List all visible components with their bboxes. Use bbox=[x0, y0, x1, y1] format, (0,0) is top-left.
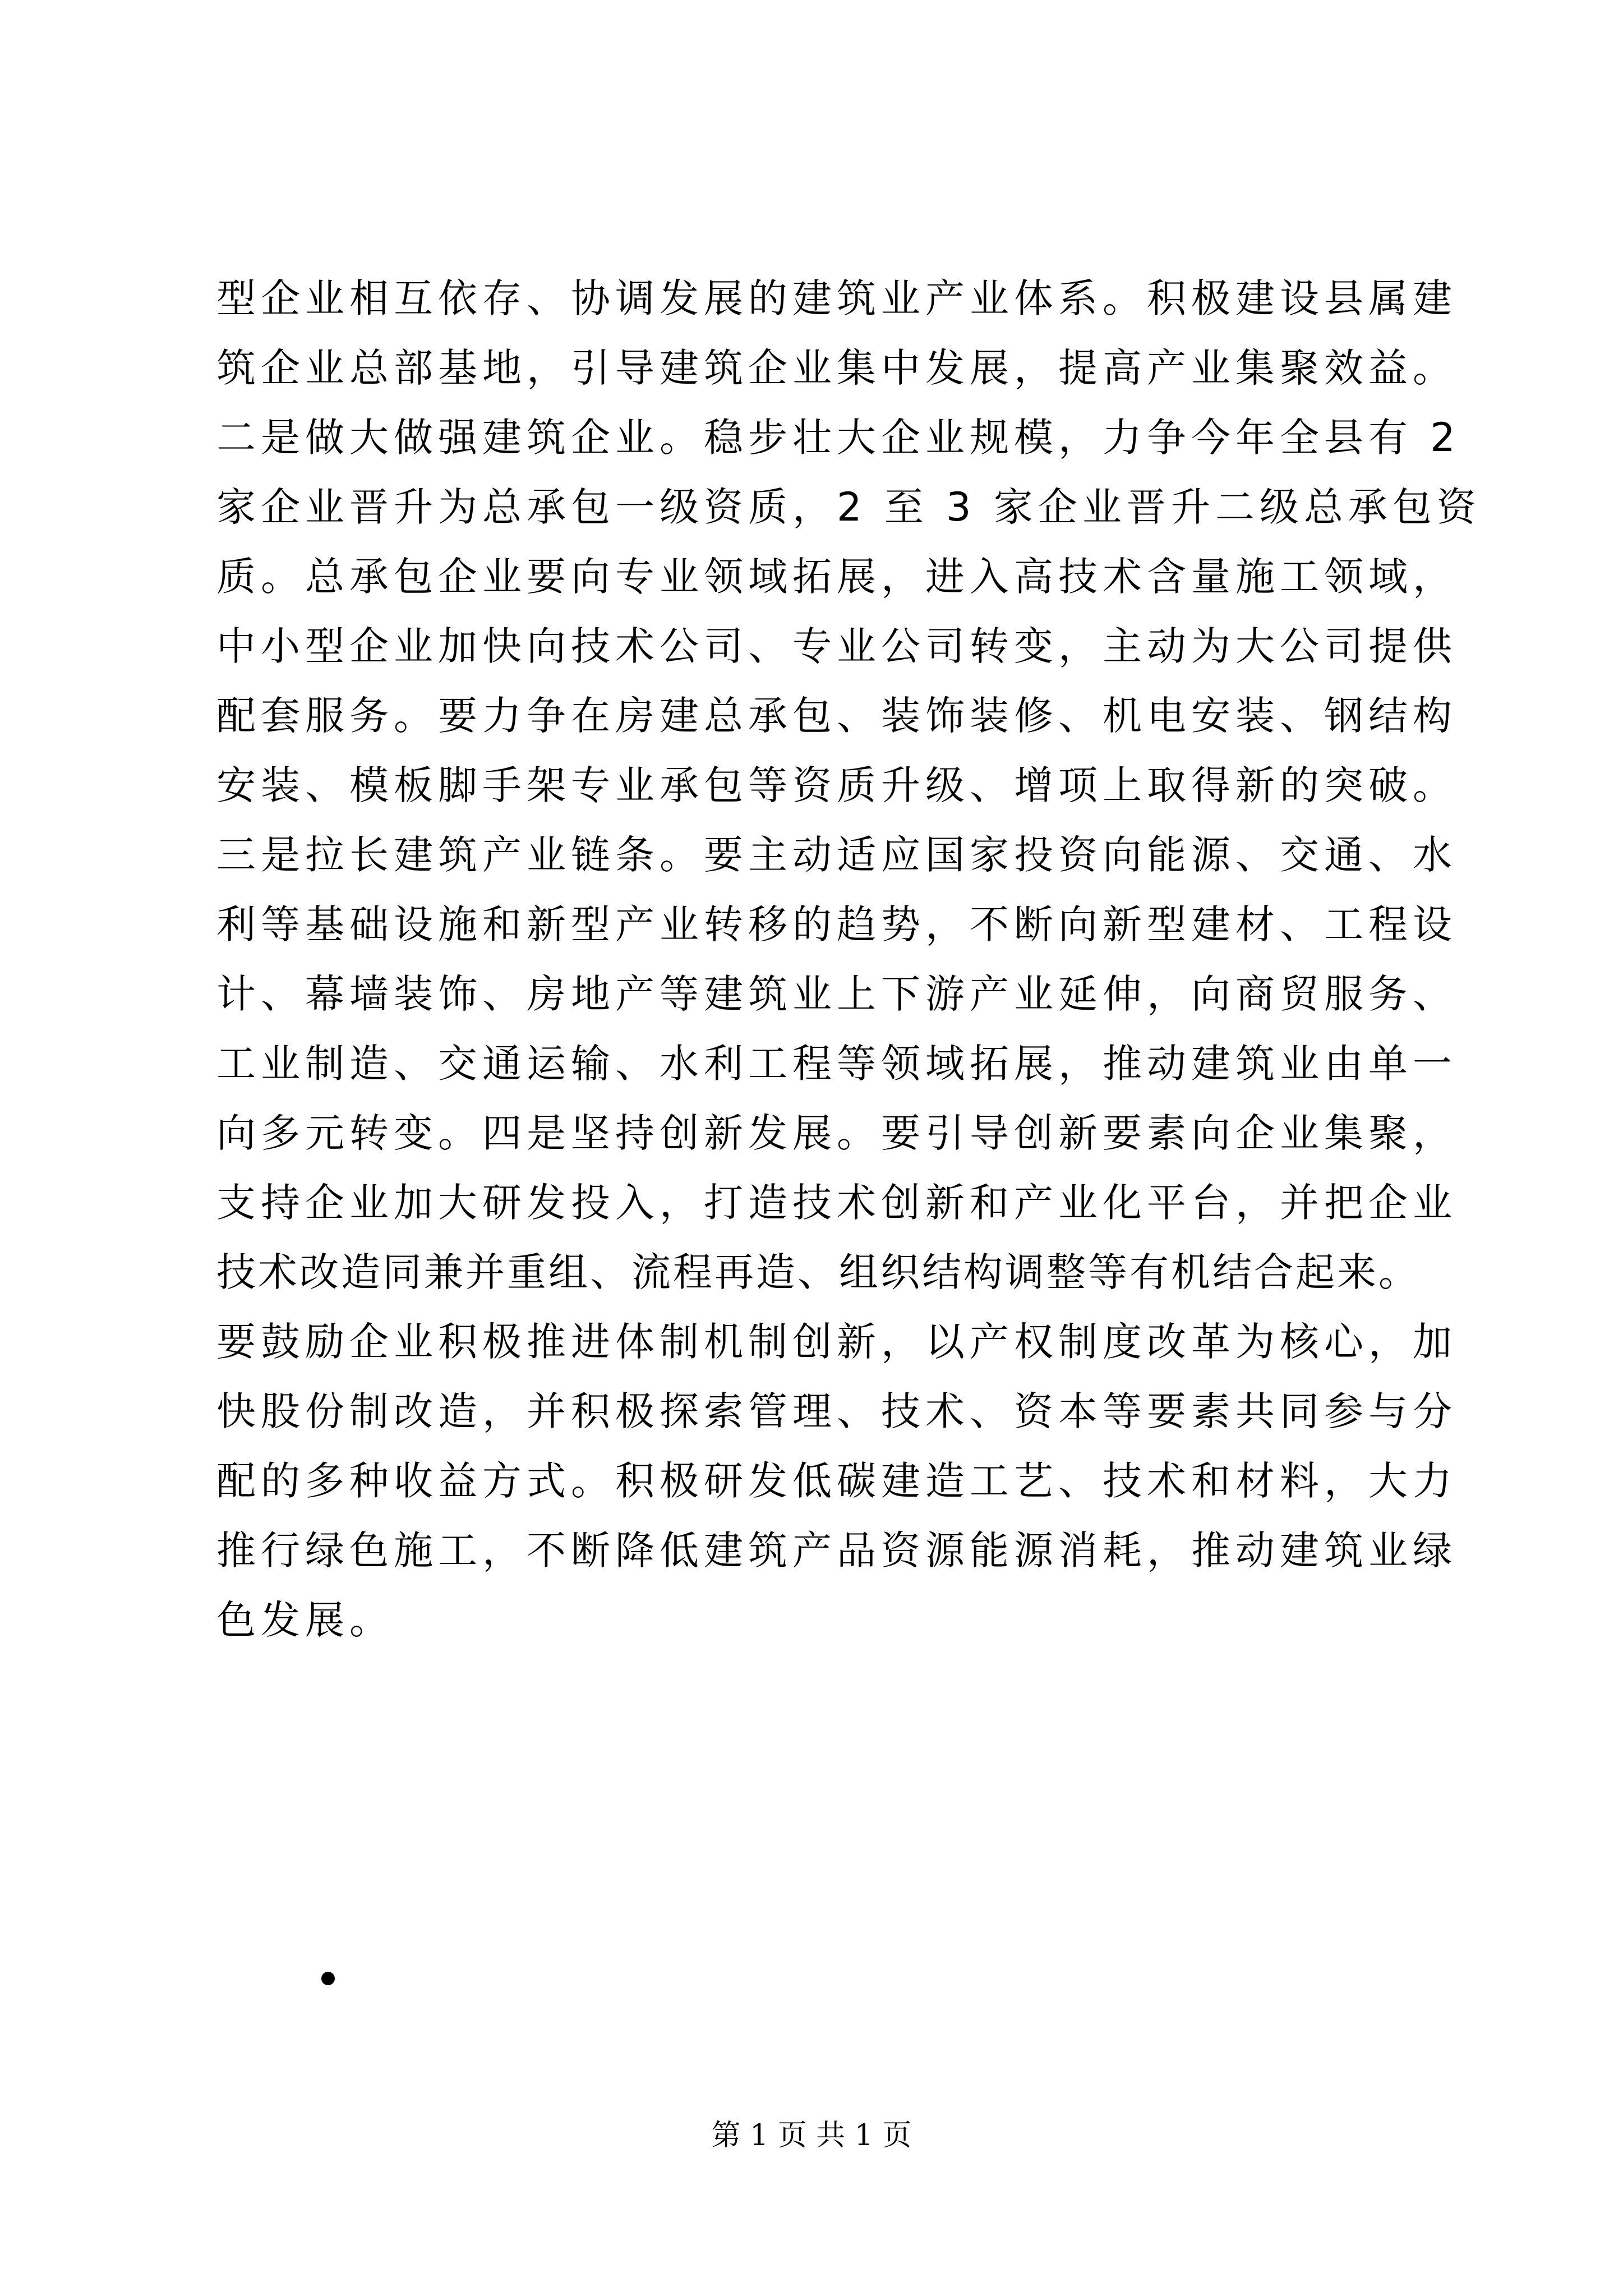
text-line-20: 色发展。 bbox=[216, 1597, 394, 1643]
text-line-8: 安装、模板脚手架专业承包等资质升级、增项上取得新的突破。 bbox=[216, 762, 1457, 808]
text-line-14: 支持企业加大研发投入，打造技术创新和产业化平台，并把企业 bbox=[216, 1180, 1457, 1226]
text-line-6: 中小型企业加快向技术公司、专业公司转变，主动为大公司提供 bbox=[216, 623, 1457, 669]
text-line-12: 工业制造、交通运输、水利工程等领域拓展，推动建筑业由单一 bbox=[216, 1041, 1457, 1087]
body-paragraph bbox=[216, 264, 1481, 1655]
text-line-13: 向多元转变。四是坚持创新发展。要引导创新要素向企业集聚， bbox=[216, 1110, 1457, 1156]
page-number-footer: 第 1 页 共 1 页 bbox=[711, 2119, 912, 2152]
text-line-18: 配的多种收益方式。积极研发低碳建造工艺、技术和材料，大力 bbox=[216, 1458, 1457, 1504]
text-line-7: 配套服务。要力争在房建总承包、装饰装修、机电安装、钢结构 bbox=[216, 693, 1457, 739]
text-line-1: 型企业相互依存、协调发展的建筑业产业体系。积极建设县属建 bbox=[216, 275, 1457, 321]
text-line-10: 利等基础设施和新型产业转移的趋势，不断向新型建材、工程设 bbox=[216, 901, 1457, 947]
text-line-5: 质。总承包企业要向专业领域拓展，进入高技术含量施工领域， bbox=[216, 554, 1457, 600]
bullet-dot-icon bbox=[321, 1972, 335, 1985]
text-line-11: 计、幕墙装饰、房地产等建筑业上下游产业延伸，向商贸服务、 bbox=[216, 971, 1457, 1017]
text-line-17: 快股份制改造，并积极探索管理、技术、资本等要素共同参与分 bbox=[216, 1388, 1457, 1434]
text-line-19: 推行绿色施工，不断降低建筑产品资源能源消耗，推动建筑业绿 bbox=[216, 1527, 1457, 1573]
text-line-4: 家企业晋升为总承包一级资质，2 至 3 家企业晋升二级总承包资 bbox=[216, 484, 1481, 530]
text-line-9: 三是拉长建筑产业链条。要主动适应国家投资向能源、交通、水 bbox=[216, 832, 1457, 878]
text-line-16: 要鼓励企业积极推进体制机制创新，以产权制度改革为核心，加 bbox=[216, 1319, 1457, 1365]
text-line-3: 二是做大做强建筑企业。稳步壮大企业规模，力争今年全县有 2 bbox=[216, 415, 1460, 461]
text-line-2: 筑企业总部基地，引导建筑企业集中发展，提高产业集聚效益。 bbox=[216, 345, 1457, 391]
text-line-15: 技术改造同兼并重组、流程再造、组织结构调整等有机结合起来。 bbox=[216, 1249, 1420, 1295]
